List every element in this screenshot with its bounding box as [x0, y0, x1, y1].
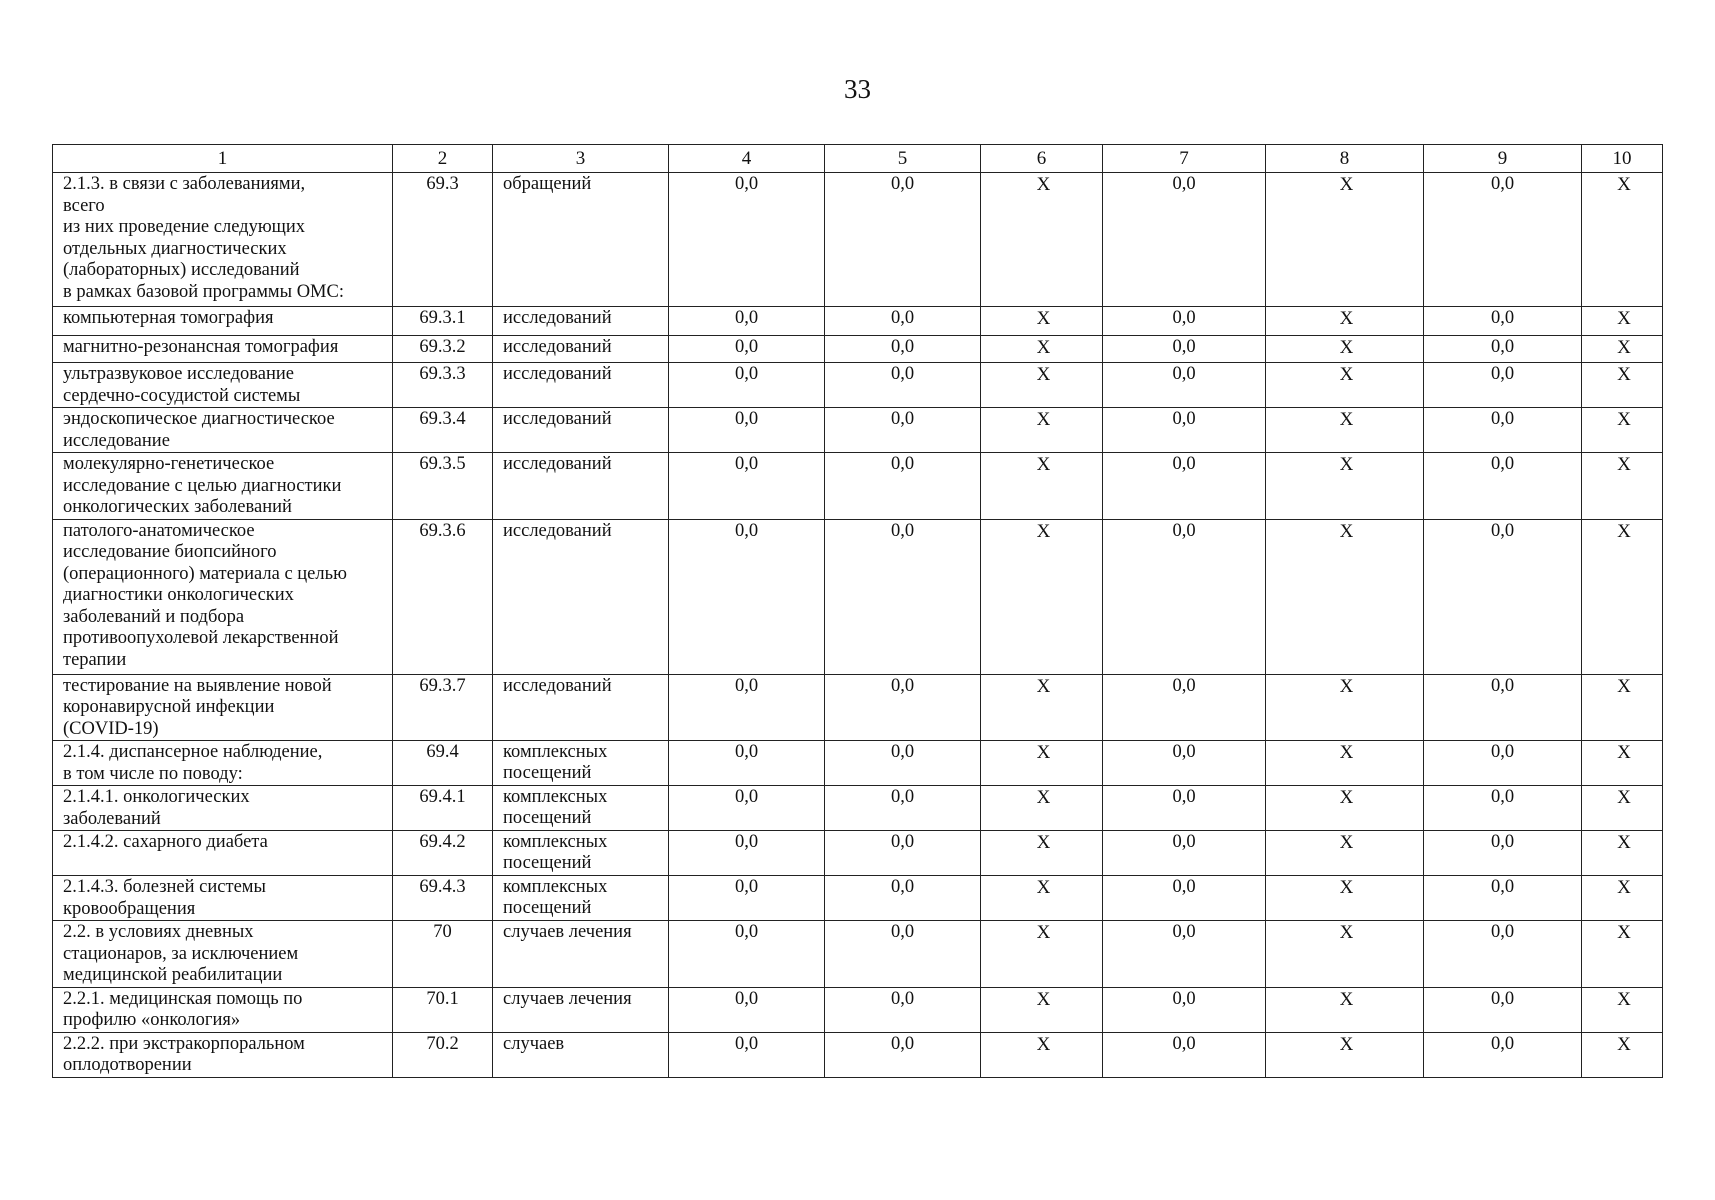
row-code-cell: 69.3.6: [393, 519, 493, 674]
col5-value: 0,0: [825, 987, 981, 1032]
row-name-cell: 2.1.4.2. сахарного диабета: [53, 831, 393, 876]
row-code-cell: 69.3.1: [393, 307, 493, 336]
row-name-cell: эндоскопическое диагностическое исследование: [53, 408, 393, 453]
table-row: [53, 336, 1663, 363]
col7-value: 0,0: [1103, 876, 1266, 921]
col7-value: 0,0: [1103, 1032, 1266, 1077]
col9-value: 0,0: [1424, 408, 1582, 453]
table-body: [53, 173, 1663, 1078]
column-header: 3: [493, 145, 669, 173]
table-row: [53, 741, 1663, 786]
row-name-cell: ультразвуковое исследование сердечно-сосудистой системы: [53, 363, 393, 408]
table-row: [53, 831, 1663, 876]
col4-value: 0,0: [669, 921, 825, 988]
col10-value: X: [1582, 173, 1663, 307]
col7-value: 0,0: [1103, 987, 1266, 1032]
col7-value: 0,0: [1103, 336, 1266, 363]
col9-value: 0,0: [1424, 1032, 1582, 1077]
row-name-cell: патолого-анатомическое исследование биопсийного (операционного) материала с целью диагностики онкологических заболеваний и подбора противоопухолевой лекарственной терапии: [53, 519, 393, 674]
col4-value: 0,0: [669, 307, 825, 336]
col9-value: 0,0: [1424, 987, 1582, 1032]
col4-value: 0,0: [669, 173, 825, 307]
col7-value: 0,0: [1103, 674, 1266, 741]
col6-value: X: [981, 1032, 1103, 1077]
col8-value: X: [1266, 921, 1424, 988]
table-row: [53, 363, 1663, 408]
col5-value: 0,0: [825, 453, 981, 520]
col5-value: 0,0: [825, 921, 981, 988]
col4-value: 0,0: [669, 363, 825, 408]
col6-value: X: [981, 363, 1103, 408]
col9-value: 0,0: [1424, 876, 1582, 921]
col8-value: X: [1266, 987, 1424, 1032]
row-unit-cell: комплексных посещений: [493, 876, 669, 921]
column-number-row: [53, 145, 1663, 173]
table-row: [53, 453, 1663, 520]
col6-value: X: [981, 674, 1103, 741]
col9-value: 0,0: [1424, 519, 1582, 674]
col5-value: 0,0: [825, 674, 981, 741]
col9-value: 0,0: [1424, 453, 1582, 520]
row-name-cell: тестирование на выявление новой коронавирусной инфекции (COVID-19): [53, 674, 393, 741]
row-unit-cell: обращений: [493, 173, 669, 307]
column-header: 1: [53, 145, 393, 173]
row-code-cell: 69.3: [393, 173, 493, 307]
col4-value: 0,0: [669, 987, 825, 1032]
col10-value: X: [1582, 1032, 1663, 1077]
row-name-cell: 2.2. в условиях дневных стационаров, за исключением медицинской реабилитации: [53, 921, 393, 988]
col6-value: X: [981, 831, 1103, 876]
col9-value: 0,0: [1424, 831, 1582, 876]
row-name-cell: 2.1.4.3. болезней системы кровообращения: [53, 876, 393, 921]
column-header: 9: [1424, 145, 1582, 173]
col7-value: 0,0: [1103, 921, 1266, 988]
col8-value: X: [1266, 876, 1424, 921]
row-unit-cell: исследований: [493, 408, 669, 453]
row-code-cell: 69.3.5: [393, 453, 493, 520]
col10-value: X: [1582, 336, 1663, 363]
col9-value: 0,0: [1424, 786, 1582, 831]
row-unit-cell: случаев лечения: [493, 921, 669, 988]
col7-value: 0,0: [1103, 408, 1266, 453]
col4-value: 0,0: [669, 674, 825, 741]
col4-value: 0,0: [669, 786, 825, 831]
col6-value: X: [981, 741, 1103, 786]
table-row: [53, 173, 1663, 307]
col5-value: 0,0: [825, 307, 981, 336]
col10-value: X: [1582, 674, 1663, 741]
table-row: [53, 408, 1663, 453]
row-code-cell: 70.2: [393, 1032, 493, 1077]
row-code-cell: 69.3.7: [393, 674, 493, 741]
col8-value: X: [1266, 831, 1424, 876]
col5-value: 0,0: [825, 519, 981, 674]
table-row: [53, 786, 1663, 831]
table-row: [53, 987, 1663, 1032]
row-name-cell: компьютерная томография: [53, 307, 393, 336]
col6-value: X: [981, 786, 1103, 831]
page-number: 33: [844, 74, 871, 104]
col7-value: 0,0: [1103, 173, 1266, 307]
col7-value: 0,0: [1103, 519, 1266, 674]
col8-value: X: [1266, 674, 1424, 741]
col6-value: X: [981, 987, 1103, 1032]
col10-value: X: [1582, 307, 1663, 336]
column-header: 4: [669, 145, 825, 173]
row-name-cell: молекулярно-генетическое исследование с целью диагностики онкологических заболеваний: [53, 453, 393, 520]
col10-value: X: [1582, 987, 1663, 1032]
col5-value: 0,0: [825, 408, 981, 453]
table-row: [53, 519, 1663, 674]
col6-value: X: [981, 173, 1103, 307]
row-name-cell: 2.1.4.1. онкологических заболеваний: [53, 786, 393, 831]
col4-value: 0,0: [669, 876, 825, 921]
col6-value: X: [981, 519, 1103, 674]
col10-value: X: [1582, 741, 1663, 786]
row-code-cell: 69.4.3: [393, 876, 493, 921]
col5-value: 0,0: [825, 363, 981, 408]
table-row: [53, 307, 1663, 336]
col9-value: 0,0: [1424, 741, 1582, 786]
col5-value: 0,0: [825, 831, 981, 876]
col6-value: X: [981, 408, 1103, 453]
column-header: 8: [1266, 145, 1424, 173]
col6-value: X: [981, 876, 1103, 921]
col4-value: 0,0: [669, 741, 825, 786]
col6-value: X: [981, 453, 1103, 520]
col4-value: 0,0: [669, 408, 825, 453]
row-code-cell: 69.4.2: [393, 831, 493, 876]
column-header: 10: [1582, 145, 1663, 173]
row-code-cell: 69.4.1: [393, 786, 493, 831]
col4-value: 0,0: [669, 831, 825, 876]
col10-value: X: [1582, 786, 1663, 831]
col9-value: 0,0: [1424, 307, 1582, 336]
table-row: [53, 674, 1663, 741]
data-table: [52, 144, 1663, 1078]
col7-value: 0,0: [1103, 363, 1266, 408]
col8-value: X: [1266, 786, 1424, 831]
col5-value: 0,0: [825, 1032, 981, 1077]
column-header: 2: [393, 145, 493, 173]
col10-value: X: [1582, 363, 1663, 408]
row-name-cell: 2.2.1. медицинская помощь по профилю «онкология»: [53, 987, 393, 1032]
table-row: [53, 921, 1663, 988]
col5-value: 0,0: [825, 786, 981, 831]
col8-value: X: [1266, 363, 1424, 408]
row-name-cell: 2.1.4. диспансерное наблюдение, в том числе по поводу:: [53, 741, 393, 786]
col9-value: 0,0: [1424, 921, 1582, 988]
row-code-cell: 69.3.3: [393, 363, 493, 408]
table-row: [53, 876, 1663, 921]
row-unit-cell: исследований: [493, 453, 669, 520]
column-header: 5: [825, 145, 981, 173]
row-code-cell: 69.3.4: [393, 408, 493, 453]
col9-value: 0,0: [1424, 674, 1582, 741]
row-code-cell: 69.3.2: [393, 336, 493, 363]
col8-value: X: [1266, 453, 1424, 520]
col9-value: 0,0: [1424, 363, 1582, 408]
col10-value: X: [1582, 453, 1663, 520]
row-unit-cell: случаев лечения: [493, 987, 669, 1032]
row-unit-cell: исследований: [493, 336, 669, 363]
col5-value: 0,0: [825, 741, 981, 786]
col8-value: X: [1266, 1032, 1424, 1077]
col6-value: X: [981, 307, 1103, 336]
col4-value: 0,0: [669, 1032, 825, 1077]
row-unit-cell: комплексных посещений: [493, 741, 669, 786]
row-unit-cell: исследований: [493, 519, 669, 674]
column-header: 7: [1103, 145, 1266, 173]
row-name-cell: 2.1.3. в связи с заболеваниями, всего из них проведение следующих отдельных диагностических (лабораторных) исследований в рамках базовой программы ОМС:: [53, 173, 393, 307]
col10-value: X: [1582, 408, 1663, 453]
col8-value: X: [1266, 307, 1424, 336]
col6-value: X: [981, 921, 1103, 988]
col10-value: X: [1582, 876, 1663, 921]
row-code-cell: 70.1: [393, 987, 493, 1032]
col4-value: 0,0: [669, 519, 825, 674]
col5-value: 0,0: [825, 876, 981, 921]
row-unit-cell: исследований: [493, 674, 669, 741]
col9-value: 0,0: [1424, 336, 1582, 363]
row-unit-cell: комплексных посещений: [493, 831, 669, 876]
row-code-cell: 70: [393, 921, 493, 988]
row-code-cell: 69.4: [393, 741, 493, 786]
row-unit-cell: случаев: [493, 1032, 669, 1077]
row-unit-cell: исследований: [493, 363, 669, 408]
col7-value: 0,0: [1103, 453, 1266, 520]
col7-value: 0,0: [1103, 307, 1266, 336]
col6-value: X: [981, 336, 1103, 363]
col8-value: X: [1266, 173, 1424, 307]
col7-value: 0,0: [1103, 741, 1266, 786]
col5-value: 0,0: [825, 173, 981, 307]
row-name-cell: 2.2.2. при экстракорпоральном оплодотворении: [53, 1032, 393, 1077]
col8-value: X: [1266, 408, 1424, 453]
col8-value: X: [1266, 741, 1424, 786]
col8-value: X: [1266, 336, 1424, 363]
col7-value: 0,0: [1103, 786, 1266, 831]
col4-value: 0,0: [669, 453, 825, 520]
col9-value: 0,0: [1424, 173, 1582, 307]
column-header: 6: [981, 145, 1103, 173]
row-unit-cell: исследований: [493, 307, 669, 336]
col10-value: X: [1582, 921, 1663, 988]
table-row: [53, 1032, 1663, 1077]
col4-value: 0,0: [669, 336, 825, 363]
col10-value: X: [1582, 831, 1663, 876]
row-name-cell: магнитно-резонансная томография: [53, 336, 393, 363]
col8-value: X: [1266, 519, 1424, 674]
col10-value: X: [1582, 519, 1663, 674]
col5-value: 0,0: [825, 336, 981, 363]
row-unit-cell: комплексных посещений: [493, 786, 669, 831]
col7-value: 0,0: [1103, 831, 1266, 876]
